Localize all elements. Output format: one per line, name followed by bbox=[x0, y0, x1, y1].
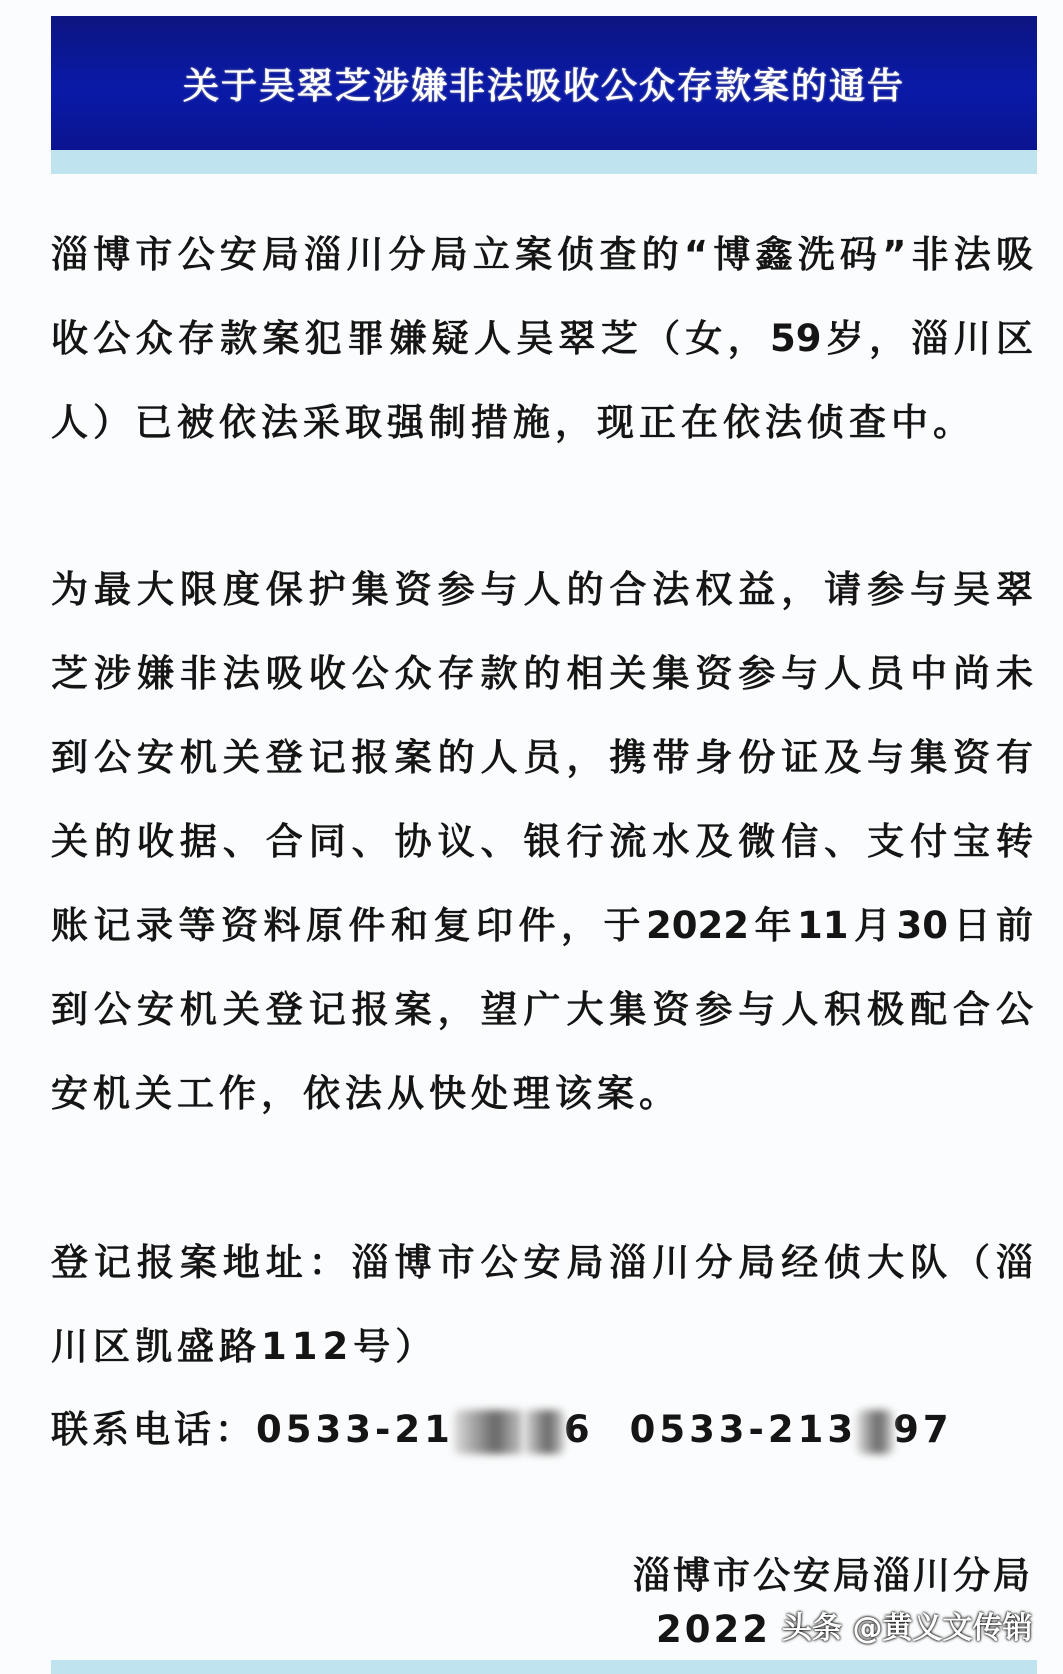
notice-title: 关于吴翠芝涉嫌非法吸收公众存款案的通告 bbox=[182, 65, 905, 107]
source-watermark: 头条 @黄义文传销 bbox=[782, 1611, 1033, 1646]
text-line: 账记录等资料原件和复印件，于2022年11月30日前 bbox=[51, 904, 1033, 947]
issue-date: 2022 bbox=[656, 1608, 771, 1651]
issuing-organization: 淄博市公安局淄川分局 bbox=[633, 1554, 1033, 1597]
paragraph-case-status bbox=[51, 213, 1033, 465]
text-line: 到公安机关登记报案，望广大集资参与人积极配合公 bbox=[51, 988, 1033, 1031]
phone2-suffix: 97 bbox=[893, 1408, 953, 1451]
text-line: 到公安机关登记报案的人员，携带身份证及与集资有 bbox=[51, 736, 1033, 779]
text-line: 安机关工作，依法从快处理该案。 bbox=[51, 1072, 681, 1115]
paragraph-address bbox=[51, 1221, 1033, 1389]
phone1-prefix: 0533-21 bbox=[256, 1408, 454, 1451]
title-banner bbox=[51, 16, 1037, 150]
text-line: 收公众存款案犯罪嫌疑人吴翠芝（女，59岁，淄川区 bbox=[51, 317, 1033, 360]
banner-underline-strip bbox=[51, 150, 1037, 174]
text-line: 淄博市公安局淄川分局立案侦查的“博鑫洗码”非法吸 bbox=[51, 233, 1033, 276]
text-line: 为最大限度保护集资参与人的合法权益，请参与吴翠 bbox=[51, 568, 1033, 611]
phone1-suffix: 6 bbox=[563, 1408, 594, 1451]
contact-phones bbox=[51, 1388, 953, 1472]
text-line: 人）已被依法采取强制措施，现正在依法侦查中。 bbox=[51, 401, 975, 444]
text-line: 芝涉嫌非法吸收公众存款的相关集资参与人员中尚未 bbox=[51, 652, 1033, 695]
redaction-blur bbox=[857, 1410, 893, 1454]
contact-label: 联系电话： bbox=[51, 1408, 256, 1451]
text-line: 关的收据、合同、协议、银行流水及微信、支付宝转 bbox=[51, 820, 1033, 863]
text-line: 川区凯盛路112号） bbox=[51, 1325, 438, 1368]
redaction-blur bbox=[454, 1410, 524, 1454]
text-line: 登记报案地址：淄博市公安局淄川分局经侦大队（淄 bbox=[51, 1241, 1033, 1284]
redaction-blur bbox=[524, 1410, 564, 1454]
bottom-strip bbox=[51, 1660, 1037, 1674]
phone2-prefix: 0533-213 bbox=[629, 1408, 858, 1451]
paragraph-registration-request bbox=[51, 548, 1033, 1136]
